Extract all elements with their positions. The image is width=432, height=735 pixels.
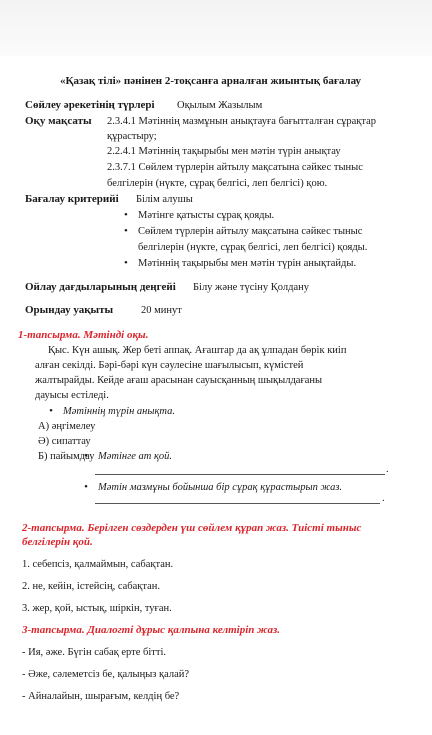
speech-activity-label: Сөйлеу әрекетінің түрлері	[25, 99, 155, 111]
learning-goal-line: белгілерін (нүкте, сұрақ белгісі, леп белгісі) қою.	[107, 178, 328, 189]
answer-line	[95, 474, 385, 475]
learning-goals-label: Оқу мақсаты	[25, 115, 92, 127]
thinking-level-label: Ойлау дағдыларының деңгейі	[25, 281, 176, 293]
task2-heading-line: 2-тапсырма. Берілген сөздерден үш сөйлем құрап жаз. Тиісті тыныс	[22, 522, 362, 534]
task3-dialogue-line: - Ия, әже. Бүгін сабақ ерте бітті.	[22, 647, 167, 658]
learning-goal-line: 2.3.7.1 Сөйлем түрлерін айтылу мақсатына сәйкес тыныс	[107, 162, 363, 173]
speech-activity-value: Оқылым Жазылым	[177, 100, 263, 111]
task1-question-compose: • Мәтін мазмұны бойынша бір сұрақ құрастырып жаз.	[98, 481, 342, 494]
task3-dialogue-line: - Әже, сәлеметсіз бе, қалыңыз қалай?	[22, 669, 190, 680]
task1-text-line: дауысы естіледі.	[35, 390, 109, 401]
task2-item: 1. себепсіз, қалмаймын, сабақтан.	[22, 559, 174, 570]
criteria-item-cont: белгілерін (нүкте, сұрақ белгісі, леп белгісі) қояды.	[138, 242, 368, 253]
task2-item: 2. не, кейін, істейсің, сабақтан.	[22, 581, 161, 592]
page-title: «Қазақ тілі» пәнінен 2-тоқсанға арналған жиынтық бағалау	[60, 75, 362, 87]
learning-goal-line: 2.2.4.1 Мәтіннің тақырыбы мен мәтін түрін анықтау	[107, 146, 341, 157]
answer-line-end-dot: .	[382, 493, 385, 504]
top-shadow-band	[0, 0, 432, 56]
task1-option: Ә) сипаттау	[38, 436, 91, 447]
task1-heading: 1-тапсырма. Мәтінді оқы.	[18, 329, 149, 341]
criteria-item: • Сөйлем түрлерін айтылу мақсатына сәйкес тыныс	[138, 225, 362, 238]
criteria-intro: Білім алушы	[136, 194, 193, 205]
task2-heading-line: белгілерін қой.	[22, 536, 93, 548]
time-label: Орындау уақыты	[25, 304, 114, 316]
time-value: 20 минут	[141, 305, 182, 316]
task1-text-line: жалтырайды. Кейде ағаш арасынан сауысқанның шықылдағаны	[35, 375, 323, 386]
criteria-item: • Мәтінге қатысты сұрақ қояды.	[138, 209, 274, 222]
learning-goal-line: құрастыру;	[107, 131, 157, 142]
answer-line-end-dot: .	[386, 464, 389, 475]
task3-heading: 3-тапсырма. Диалогті дұрыс қалпына келтіріп жаз.	[22, 624, 280, 636]
criteria-label: Бағалау критерийі	[25, 193, 119, 205]
task3-dialogue-line: - Айналайын, шырағым, келдің бе?	[22, 691, 180, 702]
task2-item: 3. жер, қой, ыстық, шіркін, туған.	[22, 603, 172, 614]
task1-text-line: алған секілді. Бәрі-бәрі күн сәулесіне шағылысып, күмістей	[35, 360, 304, 371]
task1-option: Б) пайымдау	[38, 451, 95, 462]
criteria-item: • Мәтіннің тақырыбы мен мәтін түрін анықтайды.	[138, 257, 356, 270]
task1-text-line: Қыс. Күн ашық. Жер беті аппақ. Ағаштар да ақ ұлпадан бөрік киіп	[48, 345, 347, 356]
task1-question-title: • Мәтінге ат қой.	[98, 450, 172, 463]
thinking-level-value: Білу және түсіну Қолдану	[193, 282, 310, 293]
learning-goal-line: 2.3.4.1 Мәтіннің мазмұнын анықтауға бағытталған сұрақтар	[107, 116, 376, 127]
answer-line	[95, 503, 380, 504]
task1-option: А) әңгімелеу	[38, 421, 96, 432]
task1-question-type: • Мәтіннің түрін анықта.	[63, 405, 175, 418]
